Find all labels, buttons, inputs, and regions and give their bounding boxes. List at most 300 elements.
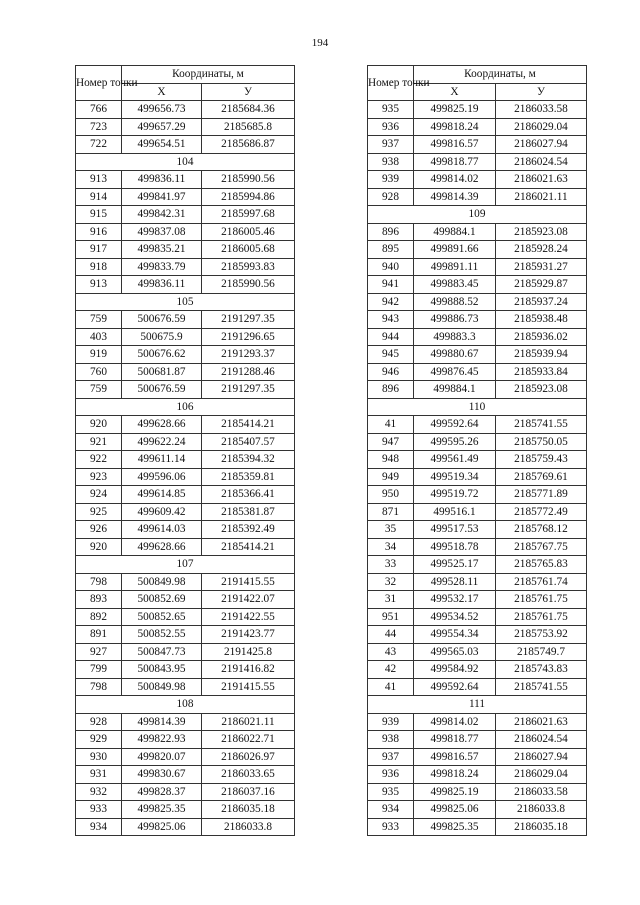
- x-coordinate-cell: 499517.53: [414, 521, 496, 539]
- point-number-cell: 914: [76, 188, 122, 206]
- table-row: [76, 381, 295, 399]
- point-number-cell: 926: [76, 521, 122, 539]
- y-coordinate-cell: 2185741.55: [496, 416, 587, 434]
- point-number-cell: 403: [76, 328, 122, 346]
- table-row: [76, 328, 295, 346]
- x-coordinate-cell: 499519.72: [414, 486, 496, 504]
- x-coordinate-cell: 499595.26: [414, 433, 496, 451]
- table-row: [368, 661, 587, 679]
- y-coordinate-cell: 2186029.04: [496, 118, 587, 136]
- table-row: [76, 223, 295, 241]
- table-row: [76, 258, 295, 276]
- point-number-cell: 32: [368, 573, 414, 591]
- point-number-cell: 928: [368, 188, 414, 206]
- point-number-cell: 42: [368, 661, 414, 679]
- table-row: [368, 118, 587, 136]
- table-row: [368, 591, 587, 609]
- table-row: [76, 276, 295, 294]
- y-coordinate-cell: 2185923.08: [496, 223, 587, 241]
- point-number-cell: 929: [76, 731, 122, 749]
- table-row: [368, 521, 587, 539]
- y-coordinate-cell: 2191416.82: [202, 661, 295, 679]
- y-coordinate-cell: 2185931.27: [496, 258, 587, 276]
- section-number: 104: [76, 153, 295, 171]
- x-coordinate-cell: 499876.45: [414, 363, 496, 381]
- y-coordinate-cell: 2186024.54: [496, 153, 587, 171]
- point-number-cell: 33: [368, 556, 414, 574]
- header-row: [76, 66, 295, 84]
- point-number-cell: 932: [76, 783, 122, 801]
- x-coordinate-cell: 499628.66: [122, 538, 202, 556]
- y-coordinate-cell: 2185990.56: [202, 276, 295, 294]
- x-coordinate-cell: 499611.14: [122, 451, 202, 469]
- table-row: [368, 328, 587, 346]
- y-coordinate-cell: 2185772.49: [496, 503, 587, 521]
- y-coordinate-cell: 2186005.46: [202, 223, 295, 241]
- x-coordinate-cell: 499814.02: [414, 171, 496, 189]
- y-coordinate-cell: 2186021.11: [202, 713, 295, 731]
- table-row: [76, 311, 295, 329]
- x-coordinate-cell: 499628.66: [122, 416, 202, 434]
- x-coordinate-cell: 499835.21: [122, 241, 202, 259]
- x-coordinate-cell: 499820.07: [122, 748, 202, 766]
- point-number-cell: 939: [368, 713, 414, 731]
- table-row: [368, 293, 587, 311]
- table-row: [368, 258, 587, 276]
- point-number-cell: 759: [76, 381, 122, 399]
- y-coordinate-cell: 2186035.18: [202, 801, 295, 819]
- y-coordinate-cell: 2186033.8: [496, 801, 587, 819]
- section-row: [368, 206, 587, 224]
- x-coordinate-cell: 499818.24: [414, 766, 496, 784]
- x-coordinate-cell: 499822.93: [122, 731, 202, 749]
- point-number-cell: 893: [76, 591, 122, 609]
- x-coordinate-cell: 499828.37: [122, 783, 202, 801]
- y-coordinate-cell: 2186033.58: [496, 783, 587, 801]
- y-coordinate-cell: 2186005.68: [202, 241, 295, 259]
- table-row: [76, 748, 295, 766]
- x-coordinate-cell: 499888.52: [414, 293, 496, 311]
- table-row: [76, 188, 295, 206]
- table-row: [368, 713, 587, 731]
- y-coordinate-cell: 2186021.63: [496, 171, 587, 189]
- point-number-cell: 945: [368, 346, 414, 364]
- y-coordinate-cell: 2185753.92: [496, 626, 587, 644]
- y-coordinate-cell: 2186037.16: [202, 783, 295, 801]
- y-coordinate-cell: 2191297.35: [202, 311, 295, 329]
- x-coordinate-cell: 499825.19: [414, 783, 496, 801]
- point-number-cell: 937: [368, 136, 414, 154]
- table-row: [368, 468, 587, 486]
- table-row: [76, 468, 295, 486]
- table-row: [76, 241, 295, 259]
- x-coordinate-cell: 499528.11: [414, 573, 496, 591]
- x-coordinate-cell: 499884.1: [414, 381, 496, 399]
- x-coordinate-cell: 499825.35: [414, 818, 496, 836]
- x-coordinate-cell: 499891.11: [414, 258, 496, 276]
- table-row: [76, 818, 295, 836]
- x-coordinate-cell: 499842.31: [122, 206, 202, 224]
- section-row: [368, 696, 587, 714]
- table-row: [76, 608, 295, 626]
- table-row: [368, 766, 587, 784]
- x-coordinate-cell: 499880.67: [414, 346, 496, 364]
- y-coordinate-cell: 2191415.55: [202, 678, 295, 696]
- point-number-cell: 723: [76, 118, 122, 136]
- y-coordinate-cell: 2185761.74: [496, 573, 587, 591]
- y-coordinate-cell: 2186027.94: [496, 748, 587, 766]
- table-row: [76, 451, 295, 469]
- table-row: [76, 363, 295, 381]
- point-number-cell: 940: [368, 258, 414, 276]
- x-coordinate-cell: 499825.19: [414, 101, 496, 119]
- x-coordinate-cell: 499837.08: [122, 223, 202, 241]
- point-number-cell: 941: [368, 276, 414, 294]
- x-coordinate-cell: 499886.73: [414, 311, 496, 329]
- section-number: 108: [76, 696, 295, 714]
- y-coordinate-cell: 2186024.54: [496, 731, 587, 749]
- x-coordinate-cell: 499836.11: [122, 276, 202, 294]
- header-point-number: Номер точки: [368, 66, 414, 101]
- point-number-cell: 946: [368, 363, 414, 381]
- x-coordinate-cell: 499814.02: [414, 713, 496, 731]
- y-coordinate-cell: 2185771.89: [496, 486, 587, 504]
- x-coordinate-cell: 499825.06: [414, 801, 496, 819]
- point-number-cell: 918: [76, 258, 122, 276]
- point-number-cell: 798: [76, 573, 122, 591]
- x-coordinate-cell: 500849.98: [122, 573, 202, 591]
- header-x: Х: [122, 83, 202, 101]
- point-number-cell: 938: [368, 153, 414, 171]
- y-coordinate-cell: 2185990.56: [202, 171, 295, 189]
- point-number-cell: 41: [368, 416, 414, 434]
- y-coordinate-cell: 2186027.94: [496, 136, 587, 154]
- point-number-cell: 43: [368, 643, 414, 661]
- x-coordinate-cell: 500675.9: [122, 328, 202, 346]
- x-coordinate-cell: 499814.39: [122, 713, 202, 731]
- point-number-cell: 913: [76, 171, 122, 189]
- section-number: 107: [76, 556, 295, 574]
- point-number-cell: 923: [76, 468, 122, 486]
- table-row: [76, 101, 295, 119]
- y-coordinate-cell: 2185994.86: [202, 188, 295, 206]
- table-row: [76, 661, 295, 679]
- point-number-cell: 722: [76, 136, 122, 154]
- point-number-cell: 934: [368, 801, 414, 819]
- point-number-cell: 950: [368, 486, 414, 504]
- table-row: [76, 136, 295, 154]
- point-number-cell: 919: [76, 346, 122, 364]
- point-number-cell: 44: [368, 626, 414, 644]
- x-coordinate-cell: 499561.49: [414, 451, 496, 469]
- y-coordinate-cell: 2186029.04: [496, 766, 587, 784]
- x-coordinate-cell: 500676.59: [122, 381, 202, 399]
- y-coordinate-cell: 2185392.49: [202, 521, 295, 539]
- point-number-cell: 936: [368, 118, 414, 136]
- point-number-cell: 927: [76, 643, 122, 661]
- y-coordinate-cell: 2185929.87: [496, 276, 587, 294]
- table-row: [368, 416, 587, 434]
- table-row: [368, 433, 587, 451]
- section-row: [76, 153, 295, 171]
- y-coordinate-cell: 2185381.87: [202, 503, 295, 521]
- x-coordinate-cell: 499818.77: [414, 153, 496, 171]
- y-coordinate-cell: 2185685.8: [202, 118, 295, 136]
- table-row: [368, 573, 587, 591]
- header-x: Х: [414, 83, 496, 101]
- x-coordinate-cell: 499654.51: [122, 136, 202, 154]
- point-number-cell: 799: [76, 661, 122, 679]
- x-coordinate-cell: 500843.95: [122, 661, 202, 679]
- point-number-cell: 760: [76, 363, 122, 381]
- table-row: [368, 538, 587, 556]
- x-coordinate-cell: 499883.3: [414, 328, 496, 346]
- y-coordinate-cell: 2185937.24: [496, 293, 587, 311]
- y-coordinate-cell: 2186033.8: [202, 818, 295, 836]
- point-number-cell: 917: [76, 241, 122, 259]
- point-number-cell: 931: [76, 766, 122, 784]
- table-row: [368, 451, 587, 469]
- y-coordinate-cell: 2185933.84: [496, 363, 587, 381]
- x-coordinate-cell: 499614.85: [122, 486, 202, 504]
- point-number-cell: 895: [368, 241, 414, 259]
- point-number-cell: 759: [76, 311, 122, 329]
- x-coordinate-cell: 500681.87: [122, 363, 202, 381]
- table-row: [368, 818, 587, 836]
- y-coordinate-cell: 2186021.11: [496, 188, 587, 206]
- y-coordinate-cell: 2186026.97: [202, 748, 295, 766]
- x-coordinate-cell: 499884.1: [414, 223, 496, 241]
- y-coordinate-cell: 2185741.55: [496, 678, 587, 696]
- x-coordinate-cell: 499596.06: [122, 468, 202, 486]
- x-coordinate-cell: 500852.65: [122, 608, 202, 626]
- point-number-cell: 915: [76, 206, 122, 224]
- point-number-cell: 933: [76, 801, 122, 819]
- y-coordinate-cell: 2185923.08: [496, 381, 587, 399]
- point-number-cell: 34: [368, 538, 414, 556]
- y-coordinate-cell: 2185414.21: [202, 416, 295, 434]
- header-y: У: [496, 83, 587, 101]
- point-number-cell: 892: [76, 608, 122, 626]
- point-number-cell: 920: [76, 538, 122, 556]
- point-number-cell: 928: [76, 713, 122, 731]
- table-row: [368, 556, 587, 574]
- y-coordinate-cell: 2185684.36: [202, 101, 295, 119]
- x-coordinate-cell: 499657.29: [122, 118, 202, 136]
- y-coordinate-cell: 2185928.24: [496, 241, 587, 259]
- header-coordinates: Координаты, м: [122, 66, 295, 84]
- x-coordinate-cell: 499592.64: [414, 678, 496, 696]
- x-coordinate-cell: 499883.45: [414, 276, 496, 294]
- y-coordinate-cell: 2191415.55: [202, 573, 295, 591]
- table-row: [368, 503, 587, 521]
- table-row: [368, 188, 587, 206]
- x-coordinate-cell: 499592.64: [414, 416, 496, 434]
- point-number-cell: 31: [368, 591, 414, 609]
- table-row: [76, 801, 295, 819]
- table-row: [368, 223, 587, 241]
- table-row: [76, 503, 295, 521]
- header-point-number: Номер точки: [76, 66, 122, 101]
- x-coordinate-cell: 499532.17: [414, 591, 496, 609]
- point-number-cell: 920: [76, 416, 122, 434]
- y-coordinate-cell: 2185394.32: [202, 451, 295, 469]
- table-row: [368, 381, 587, 399]
- point-number-cell: 925: [76, 503, 122, 521]
- table-row: [76, 766, 295, 784]
- table-row: [368, 241, 587, 259]
- point-number-cell: 947: [368, 433, 414, 451]
- table-row: [76, 521, 295, 539]
- x-coordinate-cell: 499818.24: [414, 118, 496, 136]
- point-number-cell: 934: [76, 818, 122, 836]
- y-coordinate-cell: 2191288.46: [202, 363, 295, 381]
- x-coordinate-cell: 499841.97: [122, 188, 202, 206]
- x-coordinate-cell: 499818.77: [414, 731, 496, 749]
- point-number-cell: 935: [368, 101, 414, 119]
- x-coordinate-cell: 499833.79: [122, 258, 202, 276]
- x-coordinate-cell: 499814.39: [414, 188, 496, 206]
- y-coordinate-cell: 2186033.58: [496, 101, 587, 119]
- table-row: [368, 801, 587, 819]
- table-row: [368, 363, 587, 381]
- x-coordinate-cell: 500847.73: [122, 643, 202, 661]
- section-row: [76, 696, 295, 714]
- point-number-cell: 942: [368, 293, 414, 311]
- section-number: 110: [368, 398, 587, 416]
- x-coordinate-cell: 499622.24: [122, 433, 202, 451]
- section-row: [76, 398, 295, 416]
- x-coordinate-cell: 499816.57: [414, 136, 496, 154]
- table-row: [368, 171, 587, 189]
- x-coordinate-cell: 499830.67: [122, 766, 202, 784]
- header-row: [368, 66, 587, 84]
- coordinates-table-left: [75, 65, 295, 836]
- point-number-cell: 35: [368, 521, 414, 539]
- point-number-cell: 951: [368, 608, 414, 626]
- y-coordinate-cell: 2185768.12: [496, 521, 587, 539]
- y-coordinate-cell: 2185997.68: [202, 206, 295, 224]
- table-row: [76, 678, 295, 696]
- table-row: [368, 626, 587, 644]
- table-row: [368, 643, 587, 661]
- point-number-cell: 896: [368, 381, 414, 399]
- table-row: [76, 538, 295, 556]
- table-row: [368, 783, 587, 801]
- y-coordinate-cell: 2185939.94: [496, 346, 587, 364]
- point-number-cell: 949: [368, 468, 414, 486]
- table-row: [76, 346, 295, 364]
- y-coordinate-cell: 2185686.87: [202, 136, 295, 154]
- point-number-cell: 930: [76, 748, 122, 766]
- y-coordinate-cell: 2191423.77: [202, 626, 295, 644]
- point-number-cell: 935: [368, 783, 414, 801]
- x-coordinate-cell: 499825.35: [122, 801, 202, 819]
- table-row: [368, 748, 587, 766]
- point-number-cell: 924: [76, 486, 122, 504]
- table-row: [76, 206, 295, 224]
- y-coordinate-cell: 2185359.81: [202, 468, 295, 486]
- section-number: 109: [368, 206, 587, 224]
- y-coordinate-cell: 2186033.65: [202, 766, 295, 784]
- table-row: [76, 713, 295, 731]
- table-row: [368, 486, 587, 504]
- x-coordinate-cell: 499565.03: [414, 643, 496, 661]
- x-coordinate-cell: 499816.57: [414, 748, 496, 766]
- x-coordinate-cell: 499516.1: [414, 503, 496, 521]
- point-number-cell: 913: [76, 276, 122, 294]
- table-row: [76, 573, 295, 591]
- table-row: [76, 643, 295, 661]
- table-row: [76, 171, 295, 189]
- y-coordinate-cell: 2185761.75: [496, 608, 587, 626]
- x-coordinate-cell: 500676.62: [122, 346, 202, 364]
- point-number-cell: 41: [368, 678, 414, 696]
- table-row: [76, 118, 295, 136]
- x-coordinate-cell: 499891.66: [414, 241, 496, 259]
- table-row: [368, 311, 587, 329]
- section-number: 106: [76, 398, 295, 416]
- x-coordinate-cell: 499836.11: [122, 171, 202, 189]
- table-row: [76, 591, 295, 609]
- section-row: [368, 398, 587, 416]
- y-coordinate-cell: 2185936.02: [496, 328, 587, 346]
- y-coordinate-cell: 2185938.48: [496, 311, 587, 329]
- y-coordinate-cell: 2185993.83: [202, 258, 295, 276]
- point-number-cell: 916: [76, 223, 122, 241]
- point-number-cell: 891: [76, 626, 122, 644]
- table-row: [76, 433, 295, 451]
- point-number-cell: 798: [76, 678, 122, 696]
- y-coordinate-cell: 2185759.43: [496, 451, 587, 469]
- point-number-cell: 766: [76, 101, 122, 119]
- section-row: [76, 556, 295, 574]
- table-row: [368, 731, 587, 749]
- point-number-cell: 944: [368, 328, 414, 346]
- x-coordinate-cell: 499534.52: [414, 608, 496, 626]
- header-coordinates: Координаты, м: [414, 66, 587, 84]
- point-number-cell: 937: [368, 748, 414, 766]
- table-row: [368, 678, 587, 696]
- y-coordinate-cell: 2191422.07: [202, 591, 295, 609]
- y-coordinate-cell: 2186022.71: [202, 731, 295, 749]
- point-number-cell: 933: [368, 818, 414, 836]
- table-row: [368, 346, 587, 364]
- page-number: 194: [311, 37, 329, 49]
- y-coordinate-cell: 2191296.65: [202, 328, 295, 346]
- section-number: 105: [76, 293, 295, 311]
- x-coordinate-cell: 499609.42: [122, 503, 202, 521]
- y-coordinate-cell: 2191293.37: [202, 346, 295, 364]
- point-number-cell: 922: [76, 451, 122, 469]
- coordinates-table-right: [367, 65, 587, 836]
- point-number-cell: 948: [368, 451, 414, 469]
- y-coordinate-cell: 2185767.75: [496, 538, 587, 556]
- x-coordinate-cell: 499584.92: [414, 661, 496, 679]
- table-row: [76, 731, 295, 749]
- point-number-cell: 943: [368, 311, 414, 329]
- table-row: [368, 608, 587, 626]
- y-coordinate-cell: 2185407.57: [202, 433, 295, 451]
- x-coordinate-cell: 499518.78: [414, 538, 496, 556]
- table-row: [368, 153, 587, 171]
- x-coordinate-cell: 499614.03: [122, 521, 202, 539]
- x-coordinate-cell: 500852.69: [122, 591, 202, 609]
- x-coordinate-cell: 499656.73: [122, 101, 202, 119]
- table-row: [368, 136, 587, 154]
- x-coordinate-cell: 499519.34: [414, 468, 496, 486]
- y-coordinate-cell: 2185761.75: [496, 591, 587, 609]
